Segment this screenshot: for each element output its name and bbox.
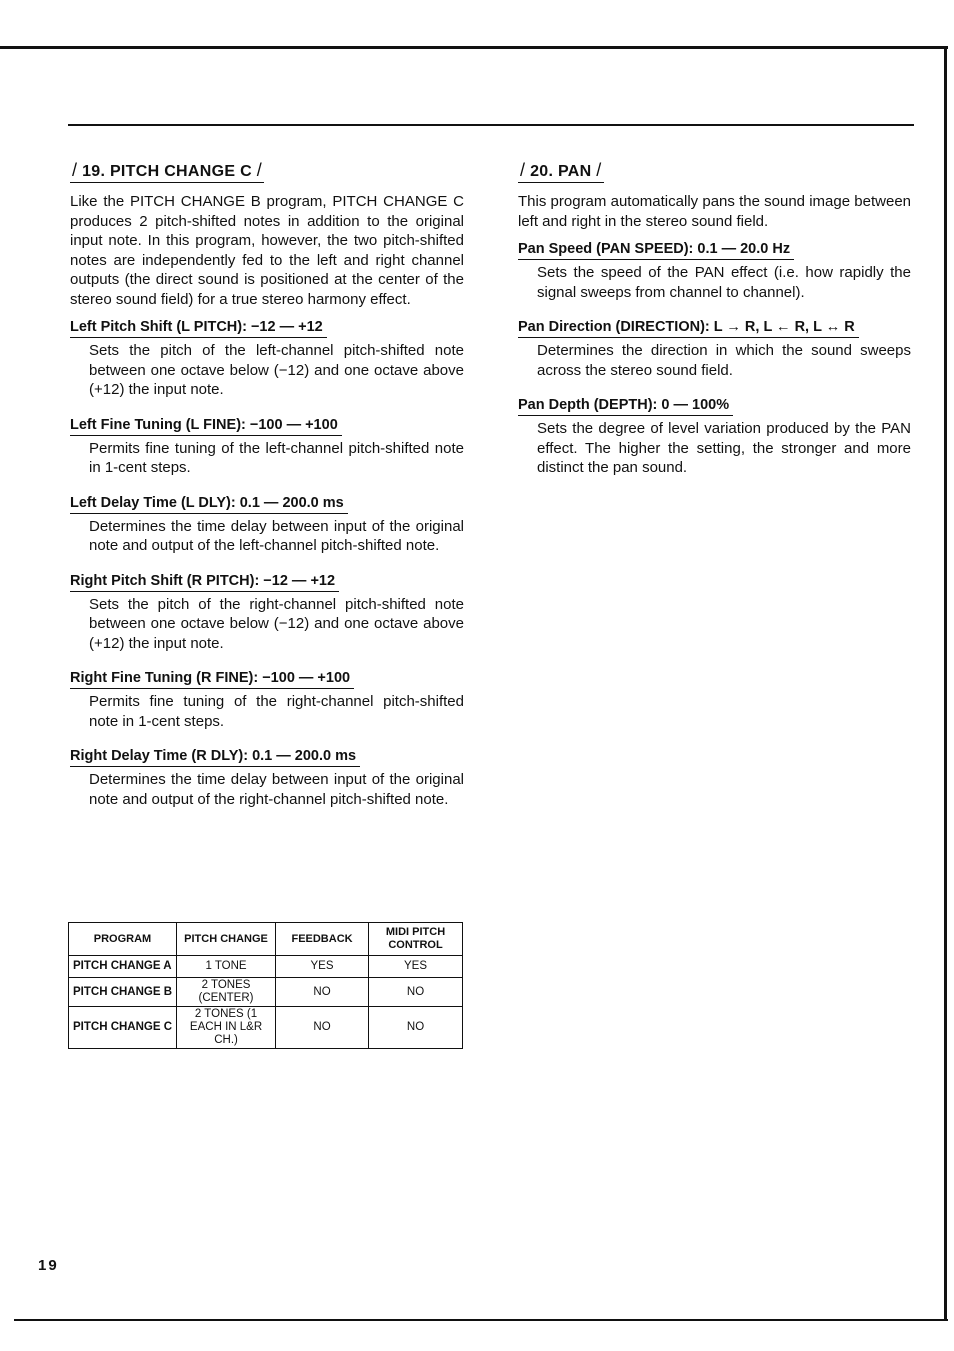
table-cell: NO: [369, 1007, 463, 1049]
page-number: 19: [38, 1257, 59, 1274]
param-block: [70, 416, 464, 478]
table-cell: PITCH CHANGE A: [69, 956, 177, 978]
table-cell: PITCH CHANGE B: [69, 978, 177, 1007]
header-rule: [68, 124, 914, 126]
param-heading: Right Delay Time (R DLY): 0.1 — 200.0 ms: [70, 747, 360, 767]
param-description: Determines the time delay between input of the original note and output of the left-channel pitch-shifted note.: [89, 517, 464, 554]
section-title-19: / 19. PITCH CHANGE C /: [70, 160, 464, 183]
param-block: [70, 747, 464, 809]
left-column: [70, 160, 464, 809]
param-description: Sets the speed of the PAN effect (i.e. how rapidly the signal sweeps from channel to channel).: [537, 264, 911, 301]
top-border-rule: [0, 46, 948, 49]
param-description: Determines the direction in which the sound sweeps across the stereo sound field.: [537, 342, 911, 379]
param-description: Determines the time delay between input of the original note and output of the right-channel pitch-shifted note.: [89, 771, 464, 808]
param-description: Sets the degree of level variation produced by the PAN effect. The higher the setting, the stronger and more distinct the pan sound.: [537, 420, 911, 476]
param-block: [518, 240, 911, 302]
param-description: Permits fine tuning of the right-channel pitch-shifted note in 1-cent steps.: [89, 693, 464, 730]
param-block: [518, 396, 911, 478]
table-cell: NO: [276, 1007, 369, 1049]
table-cell: 2 TONES (1 EACH IN L&R CH.): [177, 1007, 276, 1049]
param-heading: Pan Speed (PAN SPEED): 0.1 — 20.0 Hz: [518, 240, 794, 260]
table-cell: 1 TONE: [177, 956, 276, 978]
table-cell: PITCH CHANGE C: [69, 1007, 177, 1049]
table-cell: YES: [369, 956, 463, 978]
param-heading: Left Pitch Shift (L PITCH): −12 — +12: [70, 318, 327, 338]
param-block: [70, 669, 464, 731]
table-row: [69, 956, 463, 978]
table-header-cell: PROGRAM: [69, 923, 177, 956]
table-cell: NO: [276, 978, 369, 1007]
table-row: [69, 1007, 463, 1049]
table-cell: YES: [276, 956, 369, 978]
param-heading: Left Delay Time (L DLY): 0.1 — 200.0 ms: [70, 494, 348, 514]
param-description: Sets the pitch of the right-channel pitch-shifted note between one octave below (−12) and one octave above (+12) the input note.: [89, 595, 464, 652]
section-title-20: / 20. PAN /: [518, 160, 911, 183]
program-comparison-table: [68, 922, 463, 1049]
table-cell: 2 TONES (CENTER): [177, 978, 276, 1007]
section-title-text: 20. PAN: [530, 163, 592, 180]
param-heading: Left Fine Tuning (L FINE): −100 — +100: [70, 416, 342, 436]
param-heading: Pan Depth (DEPTH): 0 — 100%: [518, 396, 733, 416]
table-header-cell: FEEDBACK: [276, 923, 369, 956]
right-column: [518, 160, 911, 478]
param-description: Permits fine tuning of the left-channel pitch-shifted note in 1-cent steps.: [89, 439, 464, 476]
intro-paragraph: Like the PITCH CHANGE B program, PITCH CHANGE C produces 2 pitch-shifted notes in addition to the original input note. In this program, however, the two pitch-shifted notes are independently fed to the left and right channel outputs (the direct sound is positioned at the center of the stereo sound field) for a true stereo harmony effect.: [70, 193, 464, 308]
section-title-text: 19. PITCH CHANGE C: [82, 163, 252, 180]
param-block: [70, 318, 464, 400]
table-cell: NO: [369, 978, 463, 1007]
param-description: Sets the pitch of the left-channel pitch-shifted note between one octave below (−12) and one octave above (+12) the input note.: [89, 342, 464, 398]
intro-paragraph: This program automatically pans the sound image between left and right in the stereo sound field.: [518, 193, 911, 230]
param-heading: Right Pitch Shift (R PITCH): −12 — +12: [70, 572, 339, 592]
param-heading: Pan Direction (DIRECTION): L → R, L ← R, L ↔ R: [518, 318, 859, 338]
table-header-cell: MIDI PITCH CONTROL: [369, 923, 463, 956]
param-heading: Right Fine Tuning (R FINE): −100 — +100: [70, 669, 354, 689]
table-row: [69, 978, 463, 1007]
table-header-cell: PITCH CHANGE: [177, 923, 276, 956]
param-block: [518, 318, 911, 380]
param-block: [70, 494, 464, 556]
right-border-rule: [944, 46, 947, 1321]
table-header-row: [69, 923, 463, 956]
param-block: [70, 572, 464, 654]
bottom-border-rule: [14, 1319, 948, 1321]
